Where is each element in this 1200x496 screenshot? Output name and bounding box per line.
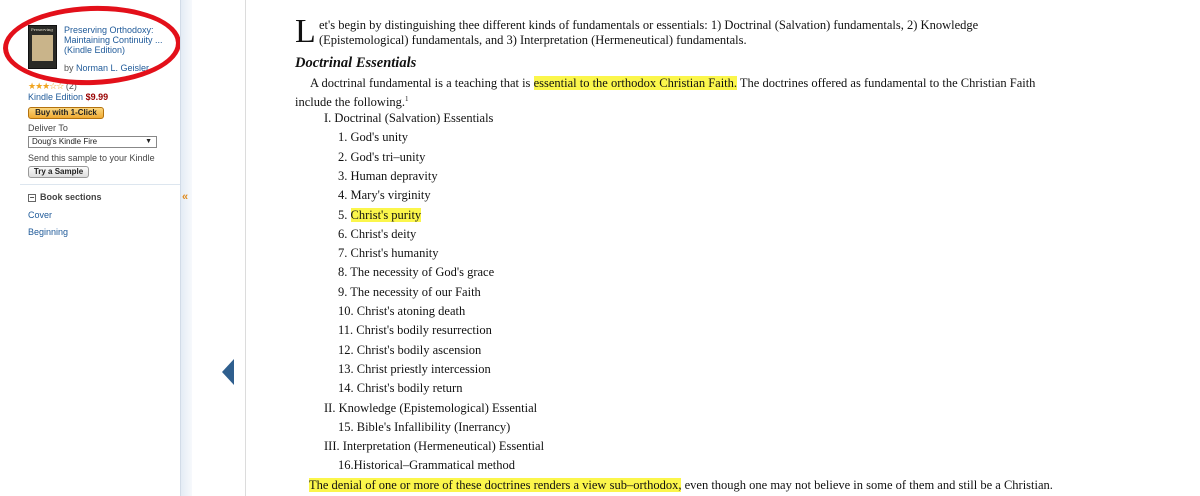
list-item [338,207,421,223]
list-item-text: Christ's bodily ascension [356,342,482,357]
list-item-text: Historical–Grammatical method [353,458,516,473]
list-item-number: 8. [338,265,348,280]
chevron-down-icon: ▼ [145,138,152,145]
sidebar-collapse-rail[interactable] [180,0,192,496]
list-item-number: 9. [338,284,348,299]
list-section-heading [324,438,544,454]
list-item-text: Christ's atoning death [356,304,466,318]
list-item [338,380,462,396]
highlighted-text[interactable]: essential to the orthodox Christian Faith. [533,76,738,90]
list-item-text: The necessity of our Faith [350,284,481,299]
list-item [338,361,491,377]
intro-paragraph [295,13,1194,52]
highlighted-text[interactable]: The denial of one or more of these doctrines renders a view sub–orthodox, [309,478,682,492]
list-item-text: I. Doctrinal (Salvation) Essentials [324,111,494,125]
section-heading: Doctrinal Essentials [295,55,417,71]
list-item [338,187,431,203]
list-item-text: God's unity [350,130,408,145]
section-link-beginning[interactable]: Beginning [28,227,69,237]
device-select-value: Doug's Kindle Fire [32,137,98,146]
star-rating-icon: ★★★☆☆ [28,81,64,91]
drop-cap: L [295,13,316,50]
book-cover-thumbnail[interactable] [28,25,57,69]
para-text-start: A doctrinal fundamental is a teaching that is [310,76,534,90]
list-item-text: Christ's humanity [350,246,439,261]
list-section-heading [324,110,493,126]
book-sections-header[interactable] [28,192,102,202]
intro-line-2: (Epistemological) fundamentals, and 3) Interpretation (Hermeneutical) fundamentals. [319,33,747,47]
list-item [338,457,515,473]
price: $9.99 [85,92,109,102]
rating[interactable] [28,81,77,92]
list-item-text: Christ's deity [350,226,417,241]
doctrinal-paragraph [295,75,1194,91]
closing-paragraph [309,477,1053,493]
book-sections-label: Book sections [40,192,102,202]
list-item-text: The necessity of God's grace [350,265,495,280]
list-item-number: 5. [338,207,348,222]
list-item [338,245,439,261]
page-divider [245,0,246,496]
list-item [338,284,481,300]
try-sample-button[interactable]: Try a Sample [28,166,89,178]
device-select[interactable] [28,136,157,148]
list-item-text: Mary's virginity [350,188,431,203]
footnote-marker[interactable]: 1 [405,95,409,103]
list-item [338,168,438,184]
list-item-number: 11. [338,323,354,338]
list-item [338,419,510,435]
closing-text: even though one may not believe in some of them and still be a Christian. [681,478,1053,492]
list-item [338,149,425,165]
para-line-2-text: include the following. [295,95,406,110]
list-item-number: 2. [338,149,348,164]
book-sidebar [0,0,180,496]
author-prefix: by [64,63,74,73]
author-link[interactable]: Norman L. Geisler [76,63,150,73]
deliver-to-label: Deliver To [28,123,68,133]
collapse-icon[interactable]: − [29,192,35,202]
collapse-sidebar-chevron-icon[interactable]: « [182,191,189,203]
kindle-edition-price[interactable] [28,92,108,102]
list-item-number: 13. [338,361,354,376]
list-item-number: 12. [338,342,354,357]
list-item-number: 6. [338,226,348,241]
list-item [338,129,408,145]
section-link-cover[interactable]: Cover [28,210,53,220]
list-item [338,264,494,280]
list-item [338,342,481,358]
list-item-text: God's tri–unity [350,149,426,164]
book-title-link[interactable]: Preserving Orthodoxy: Maintaining Continuity ... (Kindle Edition) [64,25,163,55]
list-item-text: Christ's bodily return [356,381,463,396]
sidebar-divider [20,184,180,185]
list-item-text: Christ's bodily resurrection [356,323,492,338]
list-item-text: II. Knowledge (Epistemological) Essential [324,400,538,415]
list-item [338,303,465,319]
list-item-number: 14. [338,381,354,396]
list-item-text[interactable]: Christ's purity [350,207,422,222]
rating-count[interactable]: (2) [65,81,77,91]
list-item-text: Bible's Infallibility (Inerrancy) [356,419,511,434]
buy-one-click-button[interactable]: Buy with 1-Click [28,107,104,119]
cover-plate [32,35,53,61]
list-section-heading [324,400,537,416]
book-author [64,63,149,73]
reading-pane [295,13,1194,492]
send-sample-label: Send this sample to your Kindle [28,153,155,163]
doctrinal-paragraph-line-2 [295,91,1194,110]
cover-title-text: Preserving [31,27,53,32]
para-text-end: The doctrines offered as fundamental to the Christian Faith [737,76,1036,90]
list-item-number: 10. [338,304,354,318]
list-item-text: Christ priestly intercession [356,361,491,376]
book-card[interactable] [28,25,178,73]
list-item-number: 3. [338,168,348,183]
intro-line-1: et's begin by distinguishing thee different kinds of fundamentals or essentials: 1) Doctrinal (Salvation) fundamentals, 2) Knowledge [319,18,979,32]
list-item-number: 7. [338,246,348,261]
list-item-text: III. Interpretation (Hermeneutical) Essential [324,439,545,454]
previous-page-arrow-icon[interactable] [222,359,234,385]
list-item-text: Human depravity [350,168,438,183]
list-item-number: 4. [338,188,348,203]
list-item-number: 16. [338,458,354,473]
list-item-number: 1. [338,130,348,145]
edition-label[interactable]: Kindle Edition [28,92,84,102]
list-item [338,226,416,242]
list-item-number: 15. [338,419,354,434]
list-item [338,322,492,338]
